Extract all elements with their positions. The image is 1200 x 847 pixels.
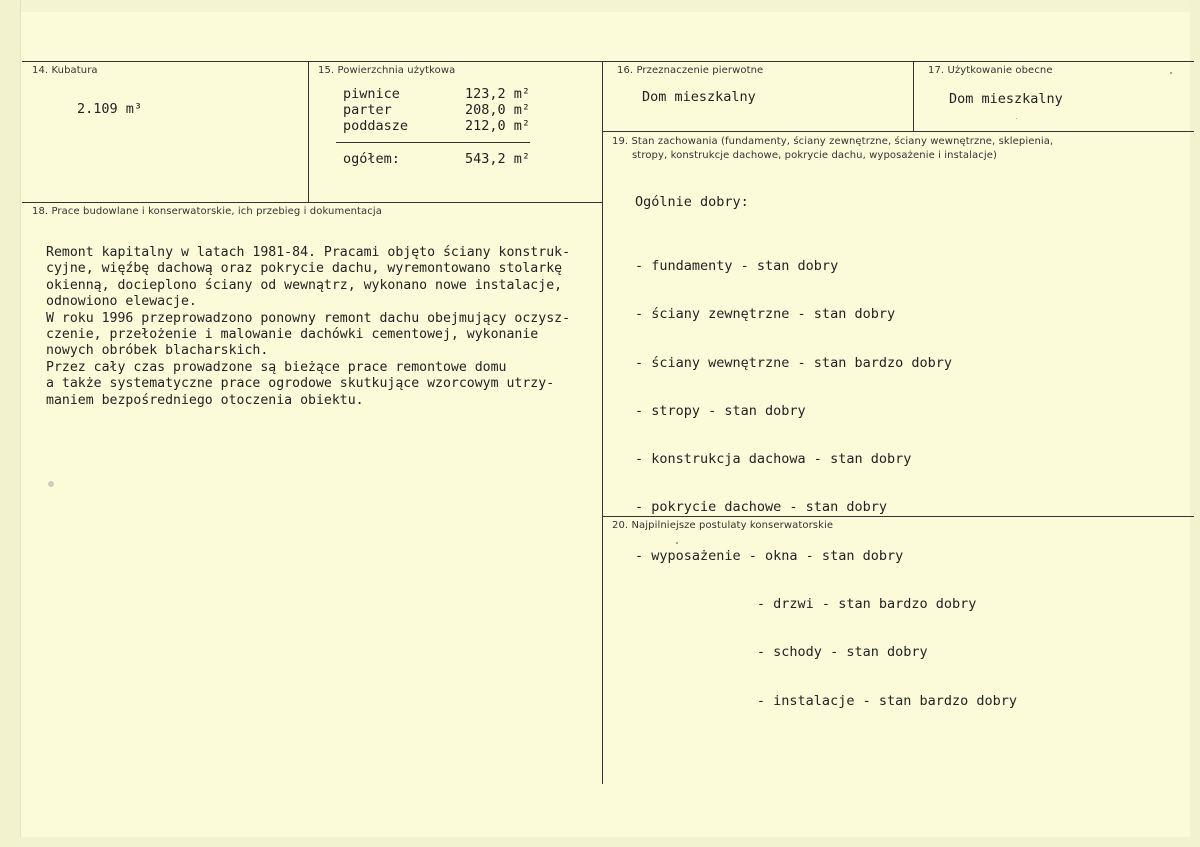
paper-speck (676, 542, 678, 544)
stan-list (635, 226, 1017, 725)
rule-left-mid (22, 202, 602, 203)
uzytkowanie-label: 17. Użytkowanie obecne (928, 65, 1053, 76)
stan-list-item: - ściany zewnętrzne - stan dobry (635, 306, 896, 323)
paper-speck (1016, 118, 1017, 119)
paper-edge-bottom (0, 837, 1200, 847)
area-total-name: ogółem: (343, 151, 400, 167)
top-rule (22, 61, 1194, 62)
prace-line: Remont kapitalny w latach 1981-84. Pracami objęto ściany konstruk- (46, 245, 571, 260)
area-sum-rule (336, 142, 530, 143)
stan-heading: Ogólnie dobry: (635, 194, 749, 210)
stan-list-item: - stropy - stan dobry (635, 402, 806, 419)
powierzchnia-label: 15. Powierzchnia użytkowa (318, 65, 456, 76)
prace-line: Przez cały czas prowadzone są bieżące prace remontowe domu (46, 359, 507, 375)
prace-text (46, 245, 570, 409)
prace-line: czenie, przełożenie i malowanie dachówki cementowej, wykonanie (46, 326, 539, 342)
przeznaczenie-label: 16. Przeznaczenie pierwotne (617, 65, 764, 76)
area-row-value: 212,0 m² (465, 118, 531, 134)
area-row-name: piwnice (343, 86, 400, 102)
divider-14-15 (308, 62, 309, 202)
prace-line: nowych obróbek blacharskich. (46, 343, 269, 359)
prace-line: cyjne, więźbę dachową oraz pokrycie dachu, wyremontowano stolarkę (46, 261, 563, 277)
kubatura-value: 2.109 m³ (77, 101, 143, 117)
rule-right-mid (603, 131, 1194, 132)
area-total-value: 543,2 m² (465, 151, 531, 167)
przeznaczenie-value: Dom mieszkalny (642, 89, 756, 105)
paper-edge-left (0, 0, 21, 847)
paper-speck (1170, 72, 1172, 74)
stan-list-item: - instalacje - stan bardzo dobry (635, 692, 1018, 709)
kubatura-label: 14. Kubatura (32, 65, 98, 76)
prace-line: okienną, docieplono ściany od wewnątrz, wykonano nowe instalacje, (46, 277, 563, 293)
prace-line: maniem bezpośredniego otoczenia obiektu. (46, 392, 364, 408)
area-row-value: 208,0 m² (465, 102, 531, 118)
stan-list-item: - ściany wewnętrzne - stan bardzo dobry (635, 354, 952, 371)
stan-list-item: - konstrukcja dachowa - stan dobry (635, 451, 912, 468)
stan-list-item: - wyposażenie - okna - stan dobry (635, 547, 904, 564)
prace-line: W roku 1996 przeprowadzono ponowny remont dachu obejmujący oczysz- (46, 310, 571, 326)
stan-list-item: - drzwi - stan bardzo dobry (635, 596, 977, 613)
stan-list-item: - fundamenty - stan dobry (635, 258, 839, 274)
uzytkowanie-value: Dom mieszkalny (949, 91, 1063, 107)
divider-16-17 (913, 62, 914, 131)
prace-label: 18. Prace budowlane i konserwatorskie, ich przebieg i dokumentacja (32, 206, 382, 217)
stan-list-item: - pokrycie dachowe - stan dobry (635, 499, 887, 516)
area-row-name: parter (343, 102, 392, 118)
paper-edge-top (0, 0, 1200, 12)
prace-line: odnowiono elewacje. (46, 294, 197, 310)
stan-label-line: stropy, konstrukcje dachowe, pokrycie dachu, wyposażenie i instalacje) (632, 150, 997, 161)
stan-label-line: 19. Stan zachowania (fundamenty, ściany zewnętrzne, ściany wewnętrzne, sklepienia, (612, 136, 1054, 147)
postulaty-label: 20. Najpilniejsze postulaty konserwatorskie (612, 520, 834, 531)
stan-list-item: - schody - stan dobry (635, 644, 928, 661)
paper-speck (48, 481, 54, 487)
paper-edge-right (1190, 0, 1200, 847)
area-row-value: 123,2 m² (465, 86, 531, 102)
divider-center (602, 62, 603, 784)
area-row-name: poddasze (343, 118, 409, 134)
prace-line: a także systematyczne prace ogrodowe skutkujące wzorcowym utrzy- (46, 376, 555, 392)
